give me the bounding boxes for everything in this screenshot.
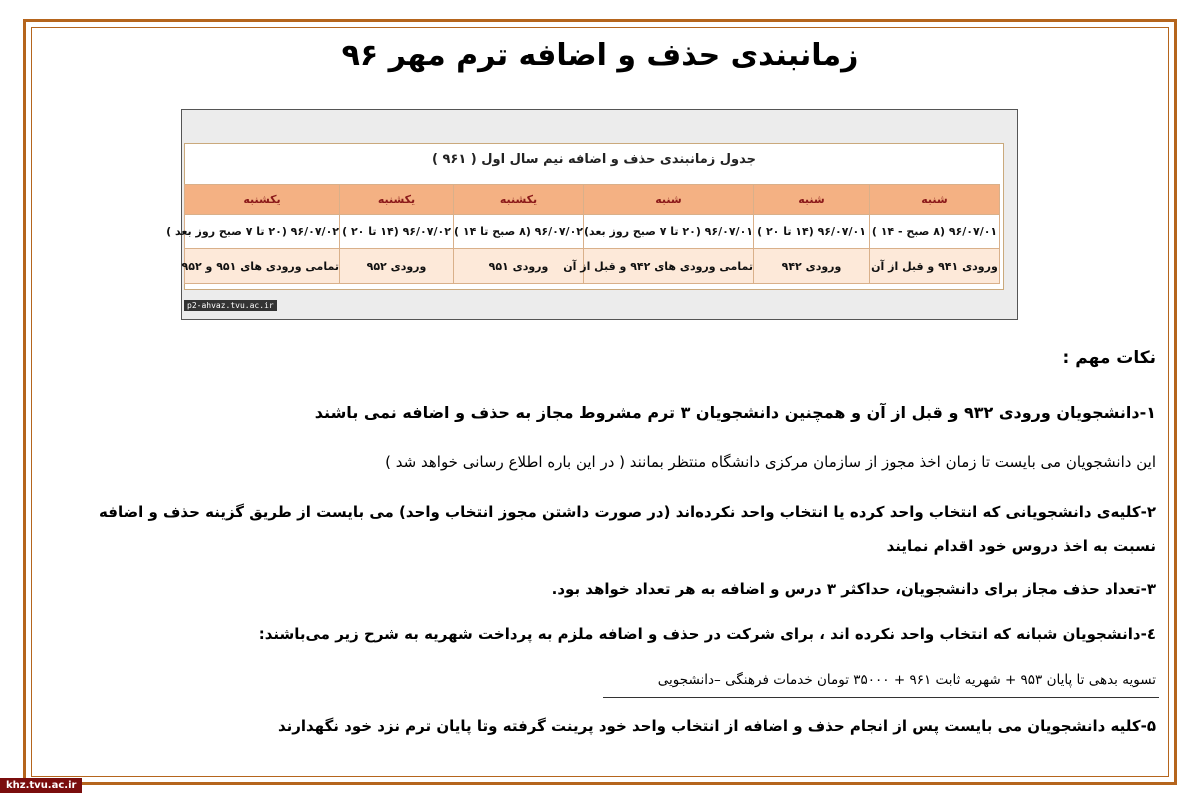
- fee-formula: تسویه بدهی تا پایان ۹۵۳ + شهریه ثابت ۹۶۱ + ۳۵۰۰۰ تومان خدمات فرهنگی –دانشجویی: [657, 672, 1156, 688]
- table-cell-time: ۹۶/۰۷/۰۱ (۲۰ تا ۷ صبح روز بعد): [584, 215, 754, 249]
- table-cell-day: یکشنبه: [340, 185, 454, 215]
- note-item-1: ۱-دانشجویان ورودی ۹۳۲ و قبل از آن و همچنین دانشجویان ۳ ترم مشروط مجاز به حذف و اضافه نمی باشند: [314, 403, 1156, 422]
- table-row-days: [185, 185, 1000, 215]
- table-cell-group: تمامی ورودی های ۹۵۱ و ۹۵۲: [185, 249, 340, 284]
- table-cell-group: ورودی ۹۵۲: [340, 249, 454, 284]
- table-cell-time: ۹۶/۰۷/۰۱ (۱۴ تا ۲۰ ): [754, 215, 870, 249]
- note-item-5: ۵-کلیه دانشجویان می بایست پس از انجام حذف و اضافه از انتخاب واحد خود پرینت گرفته وتا پایان ترم نزد خود نگهدارند: [277, 717, 1156, 735]
- table-cell-time: ۹۶/۰۷/۰۲ (۱۴ تا ۲۰ ): [340, 215, 454, 249]
- schedule-table-caption: جدول زمانبندی حذف و اضافه نیم سال اول ( ۹۶۱ ): [431, 152, 757, 167]
- note-item-1-detail: این دانشجویان می بایست تا زمان اخذ مجوز از سازمان مرکزی دانشگاه منتظر بمانند ( در این باره اطلاع رسانی خواهد شد ): [385, 453, 1156, 471]
- table-row-times: [185, 215, 1000, 249]
- table-cell-time: ۹۶/۰۷/۰۲ (۸ صبح تا ۱۴ ): [454, 215, 584, 249]
- table-cell-day: شنبه: [584, 185, 754, 215]
- table-cell-group: تمامی ورودی های ۹۴۲ و قبل از آن: [584, 249, 754, 284]
- schedule-table: [166, 184, 1000, 284]
- table-cell-time: ۹۶/۰۷/۰۱ (۸ صبح - ۱۴ ): [870, 215, 1000, 249]
- note-item-4: ٤-دانشجویان شبانه که انتخاب واحد نکرده اند ، برای شرکت در حذف و اضافه ملزم به پرداخت شهریه به شرح زیر می‌باشند:: [258, 625, 1156, 643]
- table-cell-time: ۹۶/۰۷/۰۲ (۲۰ تا ۷ صبح روز بعد ): [185, 215, 340, 249]
- table-cell-day: یکشنبه: [185, 185, 340, 215]
- note-item-2-line-1: ۲-کلیه‌ی دانشجویانی که انتخاب واحد کرده یا انتخاب واحد نکرده‌اند (در صورت داشتن مجوز انتخاب واحد) می بایست از طریق گزینه حذف و اضافه: [99, 503, 1156, 521]
- table-cell-day: یکشنبه: [454, 185, 584, 215]
- note-item-3: ۳-تعداد حذف مجاز برای دانشجویان، حداکثر ۳ درس و اضافه به هر تعداد خواهد بود.: [551, 580, 1156, 598]
- table-cell-group: ورودی ۹۴۲: [754, 249, 870, 284]
- table-row-groups: [185, 249, 1000, 284]
- table-cell-day: شنبه: [754, 185, 870, 215]
- table-cell-group: ورودی ۹۵۱: [454, 249, 584, 284]
- site-badge: khz.tvu.ac.ir: [0, 778, 82, 793]
- table-cell-group: ورودی ۹۴۱ و قبل از آن: [870, 249, 1000, 284]
- notes-heading: نکات مهم :: [1062, 348, 1156, 368]
- note-item-2-line-2: نسبت به اخذ دروس خود اقدام نمایند: [886, 537, 1156, 555]
- schedule-image: [166, 109, 1018, 320]
- page-title: زمانبندی حذف و اضافه ترم مهر ۹۶: [341, 38, 859, 73]
- table-cell-day: شنبه: [870, 185, 1000, 215]
- image-watermark: p2-ahvaz.tvu.ac.ir: [184, 300, 277, 311]
